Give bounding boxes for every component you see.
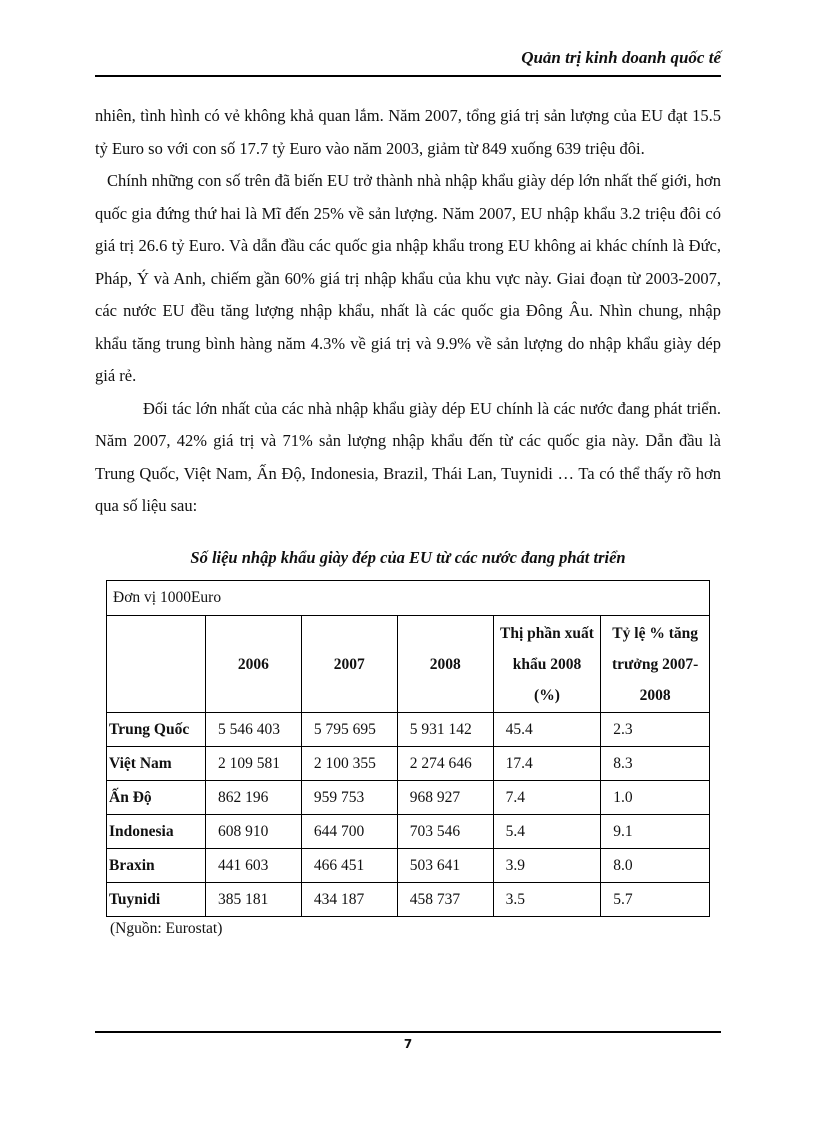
market-share-cell: 3.9 [493,849,601,883]
table-row [107,815,710,849]
growth-rate-cell: 5.7 [601,883,710,917]
table-source-note: (Nguồn: Eurostat) [110,920,223,937]
value-2007-cell: 434 187 [301,883,397,917]
value-2007-cell: 466 451 [301,849,397,883]
value-2008-cell: 968 927 [397,781,493,815]
header-rule [95,75,721,77]
value-2008-cell: 458 737 [397,883,493,917]
value-2008-cell: 5 931 142 [397,713,493,747]
value-2008-cell: 703 546 [397,815,493,849]
table-row [107,747,710,781]
growth-rate-cell: 8.0 [601,849,710,883]
market-share-cell: 7.4 [493,781,601,815]
value-2006-cell: 608 910 [205,815,301,849]
footer-rule [95,1031,721,1033]
market-share-cell: 3.5 [493,883,601,917]
value-2006-cell: 2 109 581 [205,747,301,781]
value-2007-cell: 5 795 695 [301,713,397,747]
paragraph-2: Chính những con số trên đã biến EU trở thành nhà nhập khẩu giày dép lớn nhất thế giới, hơn quốc gia đứng thứ hai là Mĩ đến 25% về sản lượng. Năm 2007, EU nhập khẩu 3.2 triệu đôi có giá trị 26.6 tỷ Euro. Và dẫn đầu các quốc gia nhập khẩu trong EU không ai khác chính là Đức, Pháp, Ý và Anh, chiếm gần 60% giá trị nhập khẩu của khu vực này. Giai đoạn từ 2003-2007, các nước EU đều tăng lượng nhập khẩu, nhất là các quốc gia Đông Âu. Nhìn chung, nhập khẩu tăng trung bình hàng năm 4.3% về giá trị và 9.9% về sản lượng do nhập khẩu giày dép giá rẻ. [95,171,721,385]
body-text [95,100,721,523]
table-caption: Số liệu nhập khẩu giày đép của EU từ các nước đang phát triển [190,548,626,567]
table-row [107,713,710,747]
country-cell: Ấn Độ [107,781,206,815]
header-cell-growth-rate: Tỷ lệ % tăng trưởng 2007-2008 [601,616,710,713]
header-cell-2006: 2006 [205,616,301,713]
value-2008-cell: 503 641 [397,849,493,883]
country-cell: Braxin [107,849,206,883]
value-2007-cell: 644 700 [301,815,397,849]
growth-rate-cell: 1.0 [601,781,710,815]
growth-rate-cell: 8.3 [601,747,710,781]
value-2008-cell: 2 274 646 [397,747,493,781]
paragraph-1: nhiên, tình hình có vẻ không khả quan lắm. Năm 2007, tổng giá trị sản lượng của EU đạt 15.5 tỷ Euro so với con số 17.7 tỷ Euro vào năm 2003, giảm từ 849 xuống 639 triệu đôi. [95,106,721,158]
import-data-table [106,580,710,917]
value-2007-cell: 959 753 [301,781,397,815]
value-2007-cell: 2 100 355 [301,747,397,781]
value-2006-cell: 385 181 [205,883,301,917]
table-row [107,781,710,815]
header-cell-2007: 2007 [301,616,397,713]
country-cell: Trung Quốc [107,713,206,747]
header-cell-market-share: Thị phần xuất khẩu 2008 (%) [493,616,601,713]
table-row [107,883,710,917]
country-cell: Tuynidi [107,883,206,917]
page-number: 7 [403,1037,413,1051]
value-2006-cell: 441 603 [205,849,301,883]
running-header-title: Quản trị kinh doanh quốc tế [521,48,721,67]
table-row [107,849,710,883]
header-row [107,616,710,713]
unit-label: Đơn vị 1000Euro [107,581,710,616]
header-cell-empty [107,616,206,713]
growth-rate-cell: 2.3 [601,713,710,747]
market-share-cell: 5.4 [493,815,601,849]
paragraph-3: Đối tác lớn nhất của các nhà nhập khẩu giày dép EU chính là các nước đang phát triển. Năm 2007, 42% giá trị và 71% sản lượng nhập khẩu đến từ các quốc gia này. Dẫn đầu là Trung Quốc, Việt Nam, Ấn Độ, Indonesia, Brazil, Thái Lan, Tuynidi … Ta có thể thấy rõ hơn qua số liệu sau: [95,398,721,515]
value-2006-cell: 862 196 [205,781,301,815]
header-cell-2008: 2008 [397,616,493,713]
growth-rate-cell: 9.1 [601,815,710,849]
value-2006-cell: 5 546 403 [205,713,301,747]
country-cell: Việt Nam [107,747,206,781]
unit-row [107,581,710,616]
market-share-cell: 17.4 [493,747,601,781]
market-share-cell: 45.4 [493,713,601,747]
country-cell: Indonesia [107,815,206,849]
